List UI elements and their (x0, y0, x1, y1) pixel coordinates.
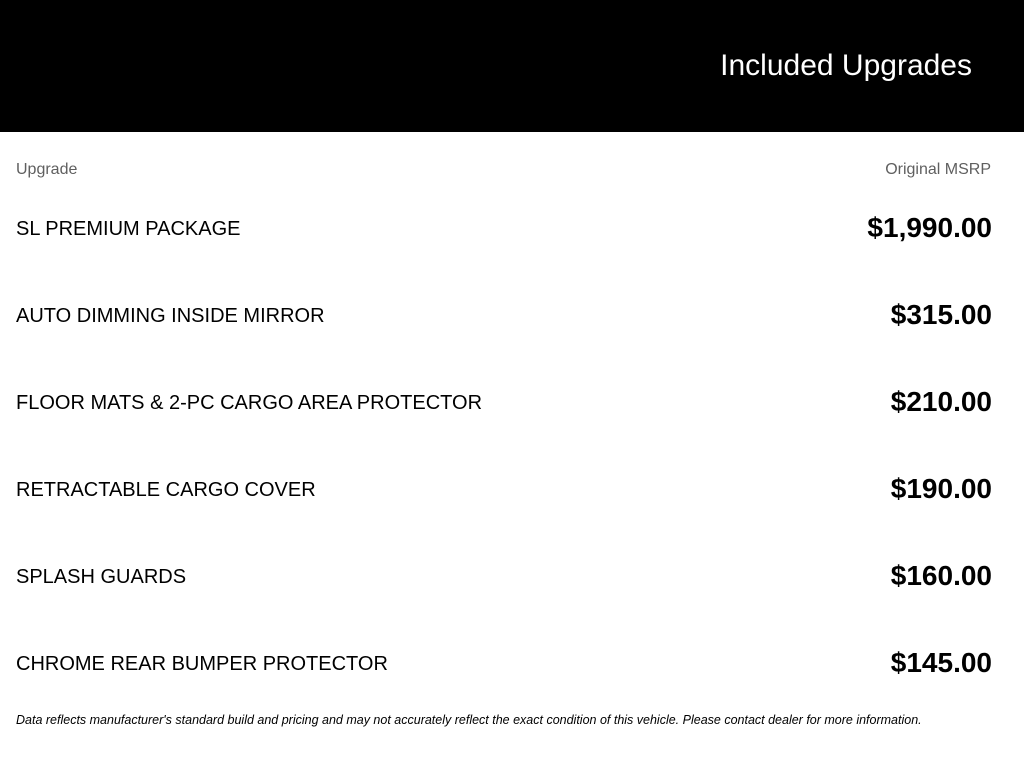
page-title: Included Upgrades (720, 49, 972, 82)
list-item (0, 533, 1024, 620)
upgrade-name: RETRACTABLE CARGO COVER (16, 479, 316, 501)
list-item (0, 620, 1024, 707)
upgrade-name: CHROME REAR BUMPER PROTECTOR (16, 653, 388, 675)
list-item (0, 185, 1024, 272)
upgrade-price: $145.00 (890, 647, 992, 678)
upgrade-price: $1,990.00 (867, 212, 992, 243)
upgrade-price: $190.00 (890, 473, 992, 504)
list-item (0, 272, 1024, 359)
upgrade-column-header: Upgrade (16, 161, 78, 178)
header-banner (0, 0, 1024, 132)
upgrade-price: $210.00 (890, 386, 992, 417)
list-item (0, 446, 1024, 533)
upgrades-list (0, 185, 1024, 707)
disclaimer-text: Data reflects manufacturer's standard build and pricing and may not accurately reflect the exact condition of this vehicle. Please contact dealer for more information. (16, 713, 922, 727)
upgrade-name: SPLASH GUARDS (16, 566, 187, 588)
upgrade-name: SL PREMIUM PACKAGE (16, 218, 241, 240)
list-item (0, 359, 1024, 446)
upgrade-price: $160.00 (890, 560, 992, 591)
msrp-column-header: Original MSRP (885, 161, 991, 178)
upgrade-name: FLOOR MATS & 2-PC CARGO AREA PROTECTOR (16, 392, 483, 414)
upgrade-price: $315.00 (890, 299, 992, 330)
upgrade-name: AUTO DIMMING INSIDE MIRROR (16, 305, 325, 327)
